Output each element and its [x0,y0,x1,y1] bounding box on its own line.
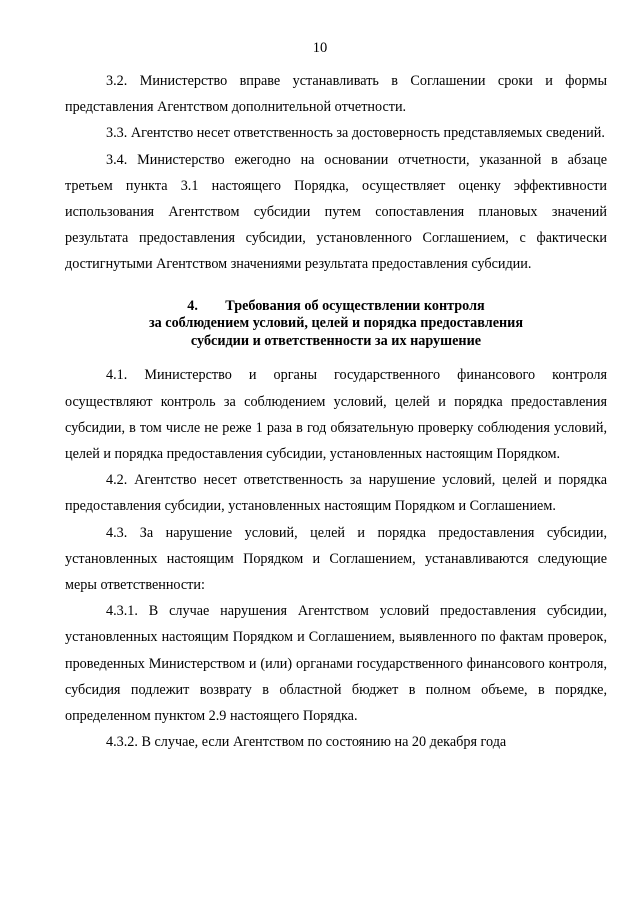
paragraph-4-1: 4.1. Министерство и органы государственного финансового контроля осуществляют контроль за соблюдением условий, целей и порядка предоставления субсидии, в том числе не реже 1 раза в год обязательную проверку соблюдения условий, целей и порядка предоставления субсидии, установленных настоящим Порядком. [65,367,607,463]
section-number: 4. [187,297,198,314]
paragraph-4-3-2: 4.3.2. В случае, если Агентством по состоянию на 20 декабря года [106,734,507,751]
section-title-line-1: Требования об осуществлении контроля [225,297,485,314]
section-title-line-3: субсидии и ответственности за их нарушение [190,332,482,349]
page-number: 10 [312,40,328,56]
section-heading [65,298,607,351]
paragraph-4-3: 4.3. За нарушение условий, целей и порядка предоставления субсидии, установленных настоящим Порядком и Соглашением, устанавливаются следующие меры ответственности: [65,524,607,594]
section-heading-line-1 [65,298,607,316]
document-body [65,68,607,755]
paragraph-4-3-1: 4.3.1. В случае нарушения Агентством условий предоставления субсидии, установленных настоящим Порядком и Соглашением, выявленного по фактам проверок, проведенных Министерством и (или) органами государственного финансового контроля, субсидия подлежит возврату в областной бюджет в полном объеме, в порядке, определенном пунктом 2.9 настоящего Порядка. [65,603,607,725]
paragraph-3-4: 3.4. Министерство ежегодно на основании отчетности, указанной в абзаце третьем пункта 3.1 настоящего Порядка, осуществляет оценку эффективности использования Агентством субсидии путем сопоставления плановых значений результата предоставления субсидии, установленного Соглашением, с фактически достигнутыми Агентством значениями результата предоставления субсидии. [65,151,607,273]
section-title-line-2: за соблюдением условий, целей и порядка предоставления [148,315,524,332]
paragraph-3-2: 3.2. Министерство вправе устанавливать в Соглашении сроки и формы представления Агентством дополнительной отчетности. [65,73,607,116]
paragraph-3-3: 3.3. Агентство несет ответственность за достоверность представляемых сведений. [106,125,605,142]
paragraph-4-2: 4.2. Агентство несет ответственность за нарушение условий, целей и порядка предоставления субсидии, установленных настоящим Порядком и Соглашением. [65,472,607,515]
